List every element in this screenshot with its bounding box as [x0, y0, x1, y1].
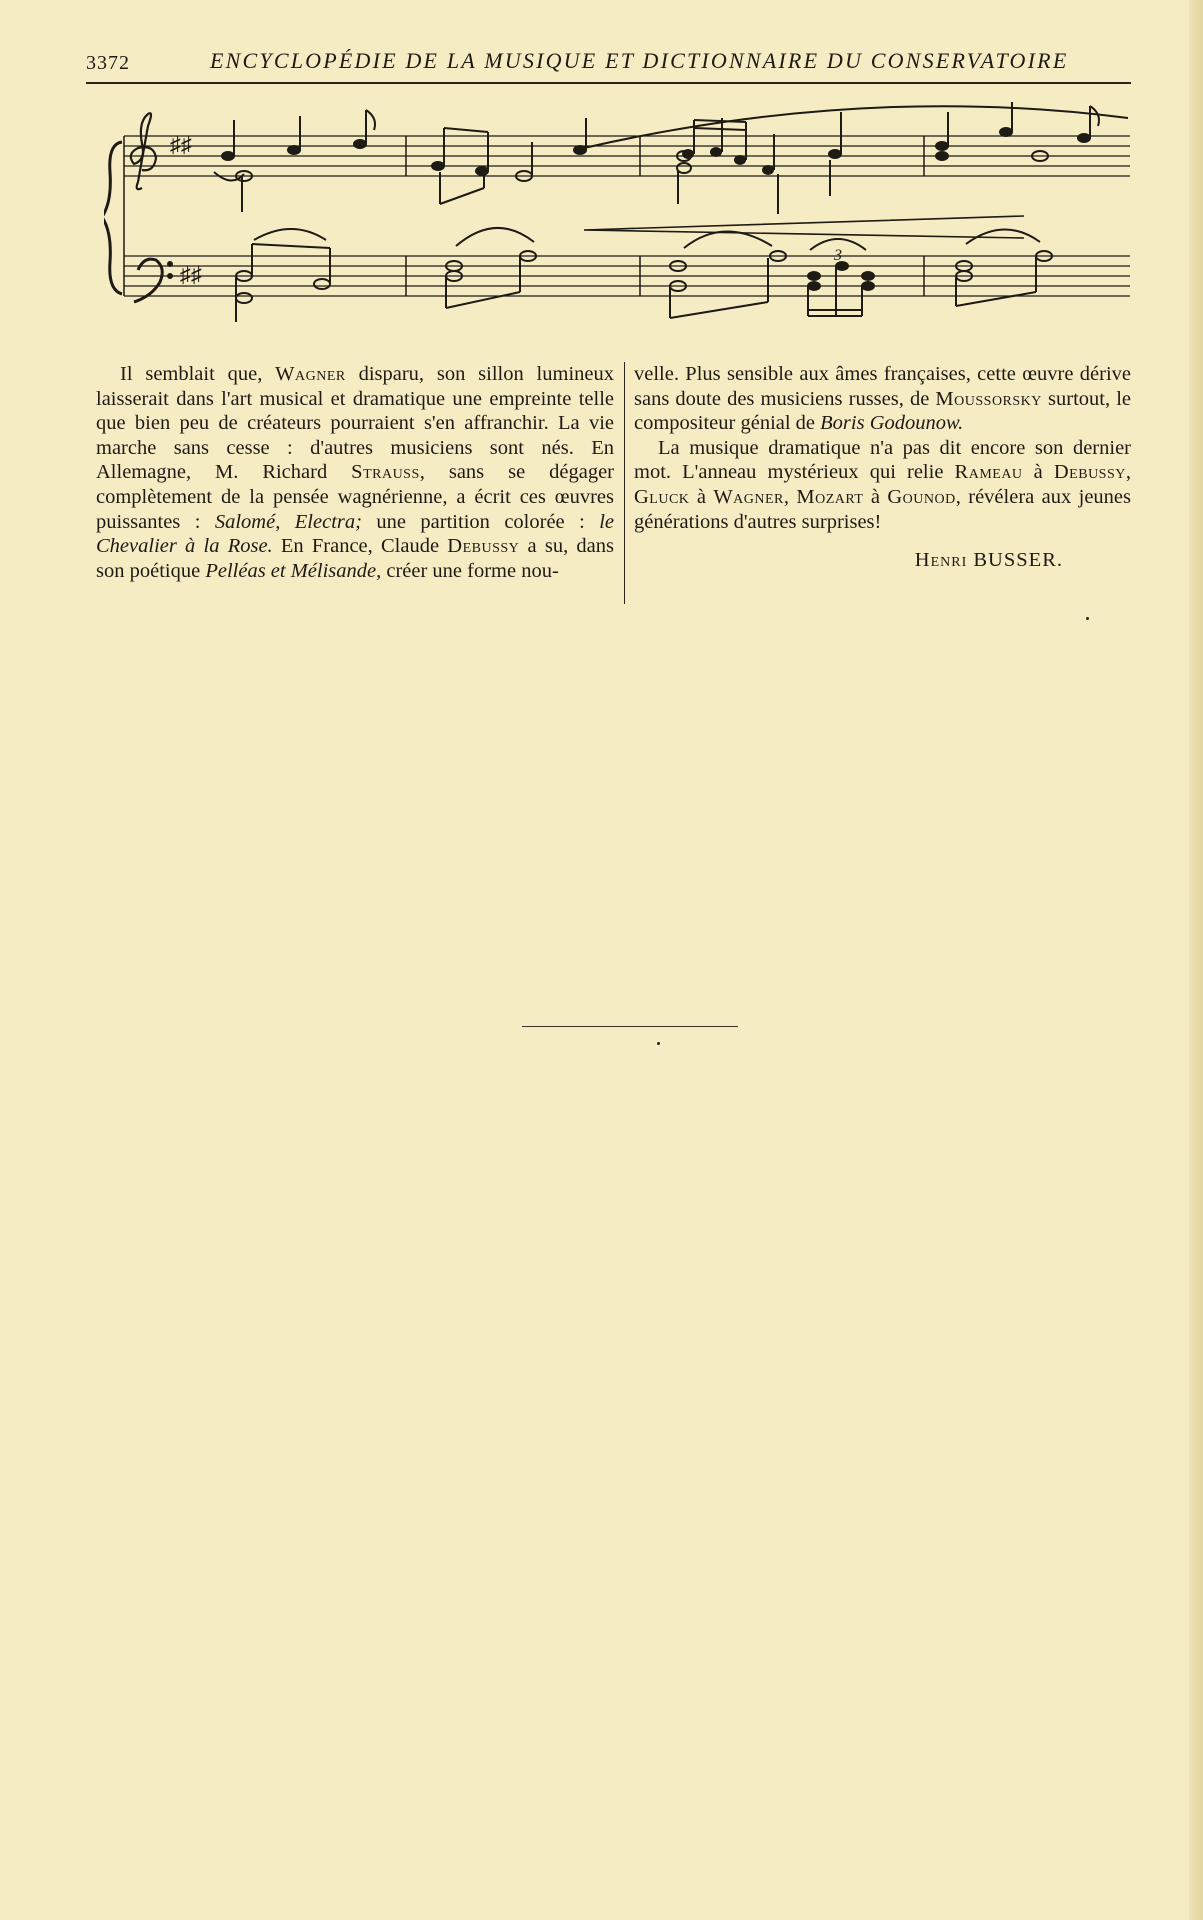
- running-title: ENCYCLOPÉDIE DE LA MUSIQUE ET DICTIONNAIRE DU CONSERVATOIRE: [210, 48, 1069, 73]
- bass-key-signature: ♯♯: [180, 262, 202, 287]
- composer-name: Strauss: [351, 461, 420, 484]
- work-title: le Chevalier à la Rose.: [96, 510, 615, 558]
- music-score: [104, 92, 1134, 332]
- treble-key-signature: ♯♯: [170, 132, 192, 157]
- right-column: [634, 362, 1131, 573]
- treble-measure-3: [678, 112, 841, 214]
- text-run: à: [863, 485, 888, 508]
- speck: [1086, 617, 1089, 620]
- composer-name: Gounod: [887, 485, 956, 508]
- author-signature: Henri BUSSER.: [914, 549, 1063, 572]
- paragraph: [634, 436, 1131, 534]
- end-rule: [522, 1026, 738, 1027]
- page-number: 3372: [86, 52, 130, 74]
- crescendo-hairpin: [584, 216, 1024, 238]
- bass-measure-4: [956, 229, 1052, 306]
- composer-name: Moussorsky: [935, 387, 1042, 410]
- composer-name: Rameau: [954, 461, 1023, 484]
- composer-name: Debussy: [447, 535, 520, 558]
- bass-staff: [124, 256, 1130, 296]
- text-run: surtout, le compositeur génial de: [634, 387, 1131, 435]
- text-run: , révélera aux jeunes générations d'autres surprises!: [634, 485, 1132, 533]
- work-title: Salomé, Electra;: [214, 510, 362, 533]
- composer-name: Mozart: [796, 485, 864, 508]
- text-run: une partition colorée :: [361, 510, 600, 533]
- text-run: a su, dans son poétique: [96, 535, 614, 582]
- column-divider: [624, 362, 625, 604]
- text-run: La musique dramatique n'a pas dit encore son dernier mot. L'anneau mystérieux qui relie: [634, 436, 1131, 484]
- triplet-mark: 3: [834, 247, 842, 264]
- text-run: disparu, son sillon lumineux laisserait dans l'art musical et dramatique une empreinte telle que bien peu de créateurs pourraient s'en affranchir. La vie marche sans cesse : d'autres musiciens sont nés. En Allemagne, M. Richard: [96, 363, 614, 484]
- text-run: à: [689, 485, 714, 508]
- speck: [657, 1042, 660, 1045]
- work-title: Boris Godounow.: [820, 412, 964, 435]
- running-header: [86, 48, 1131, 84]
- paragraph: [96, 362, 614, 583]
- left-column: [96, 362, 614, 583]
- page-edge: [1189, 0, 1203, 1920]
- treble-staff: [124, 136, 1130, 176]
- phrase-slur: [584, 106, 1128, 148]
- treble-clef: [131, 113, 156, 189]
- composer-name: Debussy: [1053, 461, 1126, 484]
- composer-name: Wagner: [713, 485, 784, 508]
- text-run: créer une forme nou-: [381, 559, 559, 582]
- text-run: à: [1022, 461, 1054, 484]
- composer-name: Wagner: [275, 363, 346, 385]
- paragraph: [634, 362, 1131, 436]
- treble-measure-1: [214, 110, 375, 212]
- text-run: Il semblait que,: [120, 363, 276, 385]
- bass-measure-3: [670, 231, 874, 318]
- text-run: , sans se dégager complètement de la pensée wagnérienne, a écrit ces œuvres puissantes :: [96, 461, 614, 533]
- treble-measure-2: [440, 118, 586, 204]
- text-run: ,: [1125, 461, 1131, 484]
- system-brace: [104, 142, 122, 294]
- text-run: velle. Plus sensible aux âmes françaises, cette œuvre dérive sans doute des musiciens russes, de: [634, 363, 1131, 410]
- text-run: ,: [783, 485, 797, 508]
- composer-name: Gluck: [634, 485, 690, 508]
- header-rule: [86, 82, 1131, 84]
- work-title: Pelléas et Mélisande,: [205, 559, 382, 582]
- text-run: En France, Claude: [272, 535, 448, 558]
